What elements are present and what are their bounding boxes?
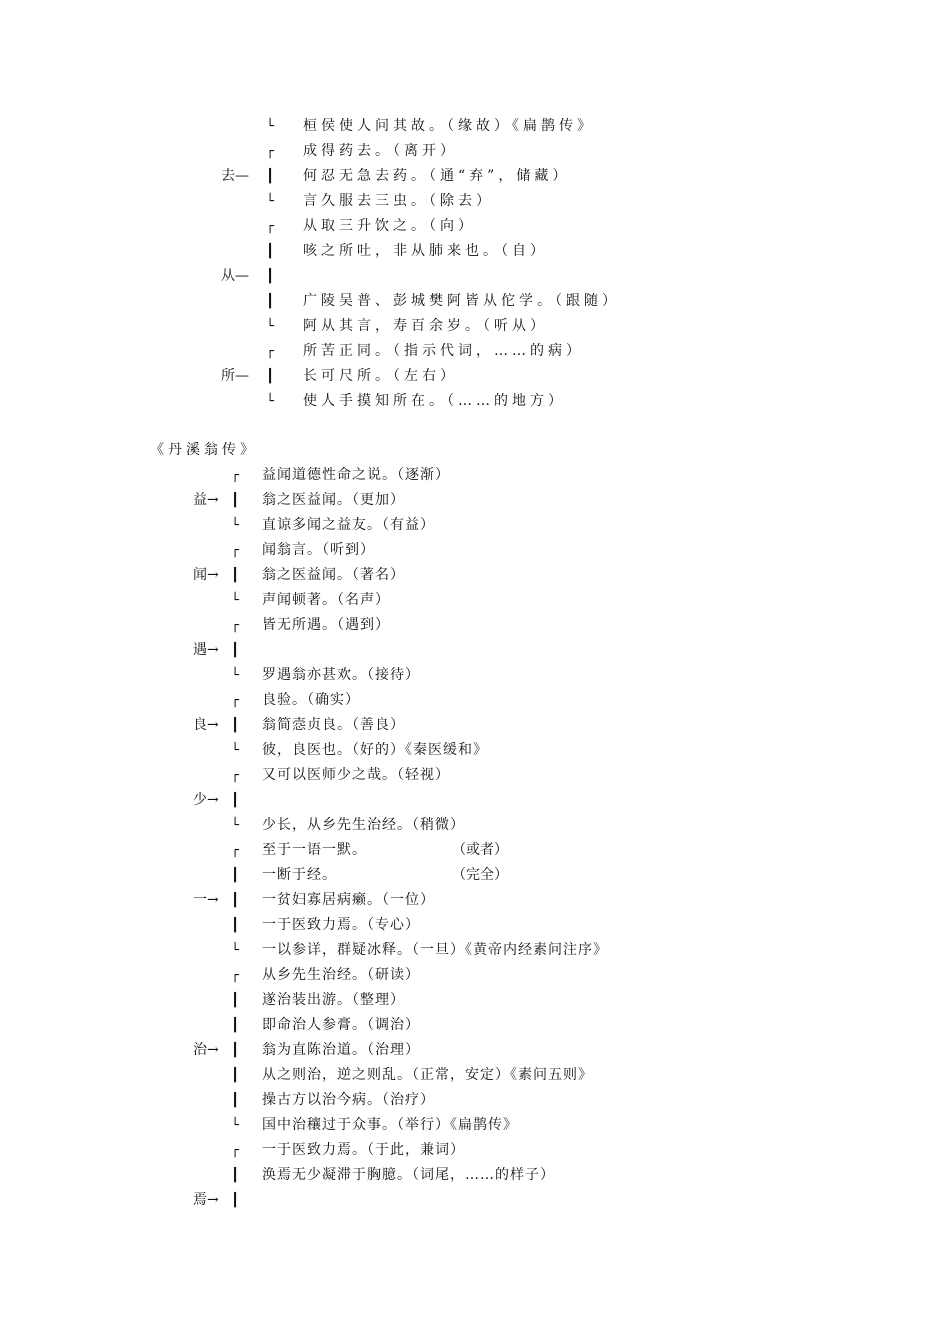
bracket-mark: └ xyxy=(231,818,239,833)
headword: 益→ xyxy=(193,492,219,508)
bracket-mark: ┃ xyxy=(231,993,239,1008)
example-sentence: 直谅多闻之益友。（有益） xyxy=(262,517,435,533)
bracket-mark: └ xyxy=(231,518,239,533)
example-sentence: 翁之医益闻。（著名） xyxy=(262,567,405,583)
entry-line xyxy=(0,339,950,364)
example-sentence: 良验。（确实） xyxy=(262,692,360,708)
example-sentence: 所苦正同。（指示代词，……的病） xyxy=(303,343,584,359)
example-sentence: 声闻顿著。（名声） xyxy=(262,592,390,608)
example-sentence: 皆无所遇。（遇到） xyxy=(262,617,390,633)
entry-line xyxy=(0,863,950,888)
example-sentence: 咳之所吐，非从肺来也。（自） xyxy=(303,243,548,259)
headword: 治→ xyxy=(193,1042,219,1058)
example-sentence: 一于医致力焉。（于此，兼词） xyxy=(262,1142,465,1158)
headword: 良→ xyxy=(193,717,219,733)
example-sentence: 一贫妇寡居病癞。（一位） xyxy=(262,892,435,908)
bracket-mark: └ xyxy=(231,943,239,958)
example-sentence: 少长，从乡先生治经。（稍微） xyxy=(262,817,465,833)
headword: 所— xyxy=(221,368,249,384)
entry-line xyxy=(0,139,950,164)
entry-line xyxy=(0,738,950,763)
gloss-note: （或者） xyxy=(452,842,508,858)
example-sentence: 又可以医师少之哉。（轻视） xyxy=(262,767,450,783)
entry-line xyxy=(0,513,950,538)
bracket-mark: └ xyxy=(266,394,274,409)
entry-line xyxy=(0,663,950,688)
example-sentence: 翁之医益闻。（更加） xyxy=(262,492,405,508)
entry-line xyxy=(0,1063,950,1088)
example-sentence: 彼，良医也。（好的）《秦医缓和》 xyxy=(262,742,488,758)
entry-line xyxy=(0,1188,950,1213)
example-sentence: 从取三升饮之。（向） xyxy=(303,218,476,234)
entry-line xyxy=(0,364,950,389)
example-sentence: 操古方以治今病。（治疗） xyxy=(262,1092,435,1108)
example-sentence: 使人手摸知所在。（……的地方） xyxy=(303,393,566,409)
example-sentence: 闻翁言。（听到） xyxy=(262,542,375,558)
entry-line xyxy=(0,963,950,988)
bracket-mark: ┌ xyxy=(266,219,274,234)
headword: 一→ xyxy=(193,892,219,908)
bracket-mark: ┃ xyxy=(231,918,239,933)
example-sentence: 益闻道德性命之说。（逐渐） xyxy=(262,467,450,483)
entry-line xyxy=(0,264,950,289)
example-sentence: 长可尺所。（左右） xyxy=(303,368,458,384)
section-title: 《丹溪翁传》 xyxy=(150,442,258,458)
bracket-mark: ┃ xyxy=(266,294,274,309)
bracket-mark: └ xyxy=(231,668,239,683)
entry-line xyxy=(0,1163,950,1188)
bracket-mark: ┃ xyxy=(231,1068,239,1083)
bracket-mark: ┌ xyxy=(266,144,274,159)
bracket-mark: ┃ xyxy=(231,1093,239,1108)
entry-line xyxy=(0,838,950,863)
bracket-mark: ┃ xyxy=(231,1193,239,1208)
bracket-mark: ┃ xyxy=(266,369,274,384)
entry-line xyxy=(0,1038,950,1063)
bracket-mark: ┃ xyxy=(266,269,274,284)
bracket-mark: └ xyxy=(266,194,274,209)
entry-line xyxy=(0,164,950,189)
entry-line xyxy=(0,1088,950,1113)
bracket-mark: ┌ xyxy=(231,1143,239,1158)
bracket-mark: ┃ xyxy=(231,868,239,883)
headword: 遇→ xyxy=(193,642,219,658)
entry-line xyxy=(0,763,950,788)
headword: 去— xyxy=(221,168,249,184)
entry-line xyxy=(0,314,950,339)
bracket-mark: ┃ xyxy=(266,169,274,184)
headword: 少→ xyxy=(193,792,219,808)
bracket-mark: └ xyxy=(266,319,274,334)
example-sentence: 一断于经。 xyxy=(262,867,337,883)
entry-line xyxy=(0,688,950,713)
example-sentence: 一于医致力焉。（专心） xyxy=(262,917,420,933)
bracket-mark: ┃ xyxy=(231,493,239,508)
entry-line xyxy=(0,938,950,963)
entry-line xyxy=(0,289,950,314)
bracket-mark: ┃ xyxy=(231,643,239,658)
entry-line xyxy=(0,1013,950,1038)
bracket-mark: └ xyxy=(231,1118,239,1133)
entry-line xyxy=(0,488,950,513)
example-sentence: 从之则治，逆之则乱。（正常，安定）《素问五则》 xyxy=(262,1067,593,1083)
entry-line xyxy=(0,563,950,588)
entry-line xyxy=(0,463,950,488)
entry-line xyxy=(0,114,950,139)
example-sentence: 阿从其言，寿百余岁。（听从） xyxy=(303,318,548,334)
example-sentence: 国中治穰过于众事。（举行）《扁鹊传》 xyxy=(262,1117,518,1133)
example-sentence: 翁简悫贞良。（善良） xyxy=(262,717,405,733)
example-sentence: 何忍无急去药。（通“弃”，储藏） xyxy=(303,168,571,184)
entry-line xyxy=(0,538,950,563)
gloss-note: （完全） xyxy=(452,867,508,883)
example-sentence: 言久服去三虫。（除去） xyxy=(303,193,494,209)
bracket-mark: ┃ xyxy=(266,244,274,259)
example-sentence: 至于一语一默。 xyxy=(262,842,367,858)
example-sentence: 翁为直陈治道。（治理） xyxy=(262,1042,420,1058)
entry-line xyxy=(0,613,950,638)
bracket-mark: ┌ xyxy=(266,344,274,359)
example-sentence: 涣焉无少凝滞于胸臆。（词尾，……的样子） xyxy=(262,1167,555,1183)
example-sentence: 从乡先生治经。（研读） xyxy=(262,967,420,983)
bracket-mark: ┌ xyxy=(231,768,239,783)
bracket-mark: ┃ xyxy=(231,718,239,733)
bracket-mark: ┌ xyxy=(231,618,239,633)
bracket-mark: ┌ xyxy=(231,968,239,983)
bracket-mark: ┌ xyxy=(231,693,239,708)
bracket-mark: ┃ xyxy=(231,1043,239,1058)
bracket-mark: ┃ xyxy=(231,793,239,808)
bracket-mark: ┃ xyxy=(231,1018,239,1033)
headword: 焉→ xyxy=(193,1192,219,1208)
entry-line xyxy=(0,813,950,838)
bracket-mark: ┌ xyxy=(231,468,239,483)
entry-line xyxy=(0,638,950,663)
example-sentence: 广陵吴普、彭城樊阿皆从佗学。（跟随） xyxy=(303,293,620,309)
example-sentence: 一以参详，群疑冰释。（一旦）《黄帝内经素问注序》 xyxy=(262,942,608,958)
example-sentence: 遂治装出游。（整理） xyxy=(262,992,405,1008)
entry-line xyxy=(0,214,950,239)
bracket-mark: ┃ xyxy=(231,893,239,908)
bracket-mark: ┃ xyxy=(231,1168,239,1183)
example-sentence: 成得药去。（离开） xyxy=(303,143,458,159)
bracket-mark: ┃ xyxy=(231,568,239,583)
bracket-mark: └ xyxy=(266,119,274,134)
bracket-mark: └ xyxy=(231,593,239,608)
entry-line xyxy=(0,788,950,813)
entry-line xyxy=(0,988,950,1013)
entry-line xyxy=(0,189,950,214)
bracket-mark: └ xyxy=(231,743,239,758)
entry-line xyxy=(0,1138,950,1163)
entry-line xyxy=(0,239,950,264)
entry-line xyxy=(0,588,950,613)
entry-line xyxy=(0,389,950,414)
example-sentence: 即命治人参膏。（调治） xyxy=(262,1017,420,1033)
bracket-mark: ┌ xyxy=(231,843,239,858)
bracket-mark: ┌ xyxy=(231,543,239,558)
entry-line xyxy=(0,1113,950,1138)
example-sentence: 罗遇翁亦甚欢。（接待） xyxy=(262,667,420,683)
entry-line xyxy=(0,913,950,938)
entry-line xyxy=(0,888,950,913)
entry-line xyxy=(0,713,950,738)
headword: 闻→ xyxy=(193,567,219,583)
example-sentence: 桓侯使人问其故。（缘故）《扁鹊传》 xyxy=(303,118,595,134)
headword: 从— xyxy=(221,268,249,284)
